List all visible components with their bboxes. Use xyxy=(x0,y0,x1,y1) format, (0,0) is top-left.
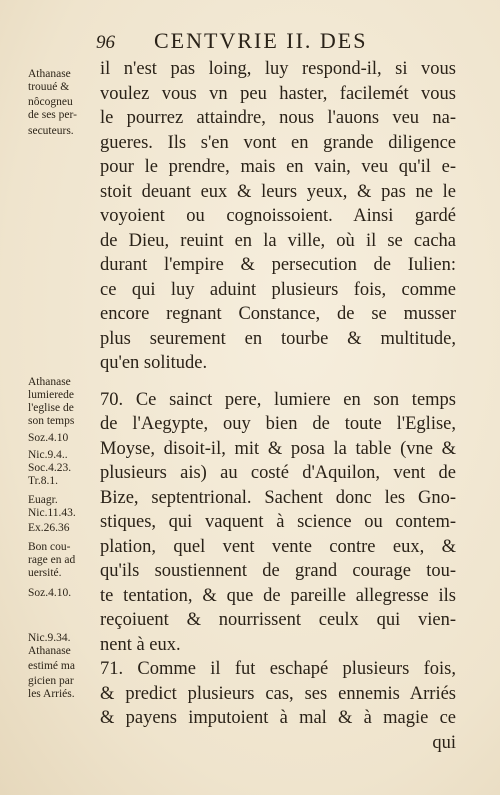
margin-note-line: Nic.11.43. xyxy=(28,507,76,519)
margin-note-line: secuteurs. xyxy=(28,125,74,137)
text-line: voulez vous vn peu haster, facilemét vous xyxy=(100,83,456,104)
margin-note-athanase-magician xyxy=(28,632,104,701)
text-line: plus seurement en tourbe & multitude, xyxy=(100,328,456,349)
margin-note-line: Ex.26.36 xyxy=(28,522,70,534)
margin-note-line: Euagr. xyxy=(28,494,58,506)
margin-note-athanase-pursued xyxy=(28,66,104,138)
margin-note-line: lumierede xyxy=(28,389,74,401)
text-line: nent à eux. xyxy=(100,634,181,655)
margin-note-line: trouué & xyxy=(28,81,70,93)
margin-note-line: nôcogneu xyxy=(28,96,73,108)
text-line: stiques, qui vaquent à science ou contem- xyxy=(100,512,456,532)
text-line: reçoiuent & nourrissent ceulx qui vien- xyxy=(100,610,456,630)
margin-note-line: Athanase xyxy=(28,376,71,388)
margin-note-line: Athanase xyxy=(28,645,71,657)
text-line: encore regnant Constance, de se musser xyxy=(100,304,456,324)
text-line: ce qui luy aduint plusieurs fois, comme xyxy=(100,279,456,300)
margin-note-line: estimé ma xyxy=(28,660,75,672)
text-line: voyoient ou cognoissoient. Ainsi gardé xyxy=(100,206,456,226)
margin-note-line: rage en ad xyxy=(28,554,76,566)
text-line: durant l'empire & persecution de Iulien: xyxy=(100,255,456,275)
margin-note-line: gicien par xyxy=(28,675,74,687)
text-line: qu'ils soustiennent de grand courage tou- xyxy=(100,561,456,581)
catchword: qui xyxy=(432,732,456,753)
margin-note-line: son temps xyxy=(28,415,75,427)
margin-note-line: Bon cou- xyxy=(28,541,71,553)
margin-note-line: uersité. xyxy=(28,567,62,579)
page-header xyxy=(96,28,446,58)
margin-note-line: Soz.4.10. xyxy=(28,587,72,599)
main-text xyxy=(100,57,456,755)
text-line: 71. Comme il fut eschapé plusieurs fois, xyxy=(100,659,456,679)
margin-note-line: Nic.9.34. xyxy=(28,632,71,644)
text-line: te tentation, & que de pareille allegresse ils xyxy=(100,585,456,606)
text-line: qu'en solitude. xyxy=(100,353,208,373)
page-number: 96 xyxy=(96,32,115,53)
margin-note-line: de ses per- xyxy=(28,109,77,121)
running-title: CENTVRIE II. DES xyxy=(154,28,368,53)
text-line: & predict plusieurs cas, ses ennemis Arriés xyxy=(100,683,456,704)
text-line: plation, quel vent vente contre eux, & xyxy=(100,536,456,557)
text-line: pour le prendre, mais en vain, veu qu'il e- xyxy=(100,157,456,177)
text-line: 70. Ce sainct pere, lumiere en son temps xyxy=(100,389,456,410)
text-line: gueres. Ils s'en vont en grande diligence xyxy=(100,132,456,153)
margin-note-line: les Arriés. xyxy=(28,688,75,700)
margin-note-line: Soz.4.10 xyxy=(28,432,69,444)
text-line: il n'est pas loing, luy respond-il, si vous xyxy=(100,59,456,79)
margin-note-athanase-light xyxy=(28,376,104,600)
text-line: & payens imputoient à mal & à magie ce xyxy=(100,708,456,728)
text-line: Bize, septentrional. Sachent donc les Gno- xyxy=(100,487,456,508)
text-line: le pourrez attaindre, nous l'auons veu na- xyxy=(100,108,456,128)
margin-note-line: Soc.4.23. xyxy=(28,462,72,474)
margin-note-line: Nic.9.4.. xyxy=(28,449,68,461)
text-line: de l'Aegypte, ouy bien de toute l'Eglise, xyxy=(100,414,456,434)
margin-note-line: l'eglise de xyxy=(28,402,74,414)
margin-note-line: Athanase xyxy=(28,68,71,80)
text-line: Moyse, disoit-il, mit & posa la table (vne & xyxy=(100,438,456,459)
margin-note-line: Tr.8.1. xyxy=(28,475,58,487)
text-line: plusieurs ais) au costé d'Aquilon, vent de xyxy=(100,463,456,483)
text-line: stoit deuant eux & leurs yeux, & pas ne le xyxy=(100,181,456,202)
text-line: de Dieu, reuint en la ville, où il se cacha xyxy=(100,230,456,251)
